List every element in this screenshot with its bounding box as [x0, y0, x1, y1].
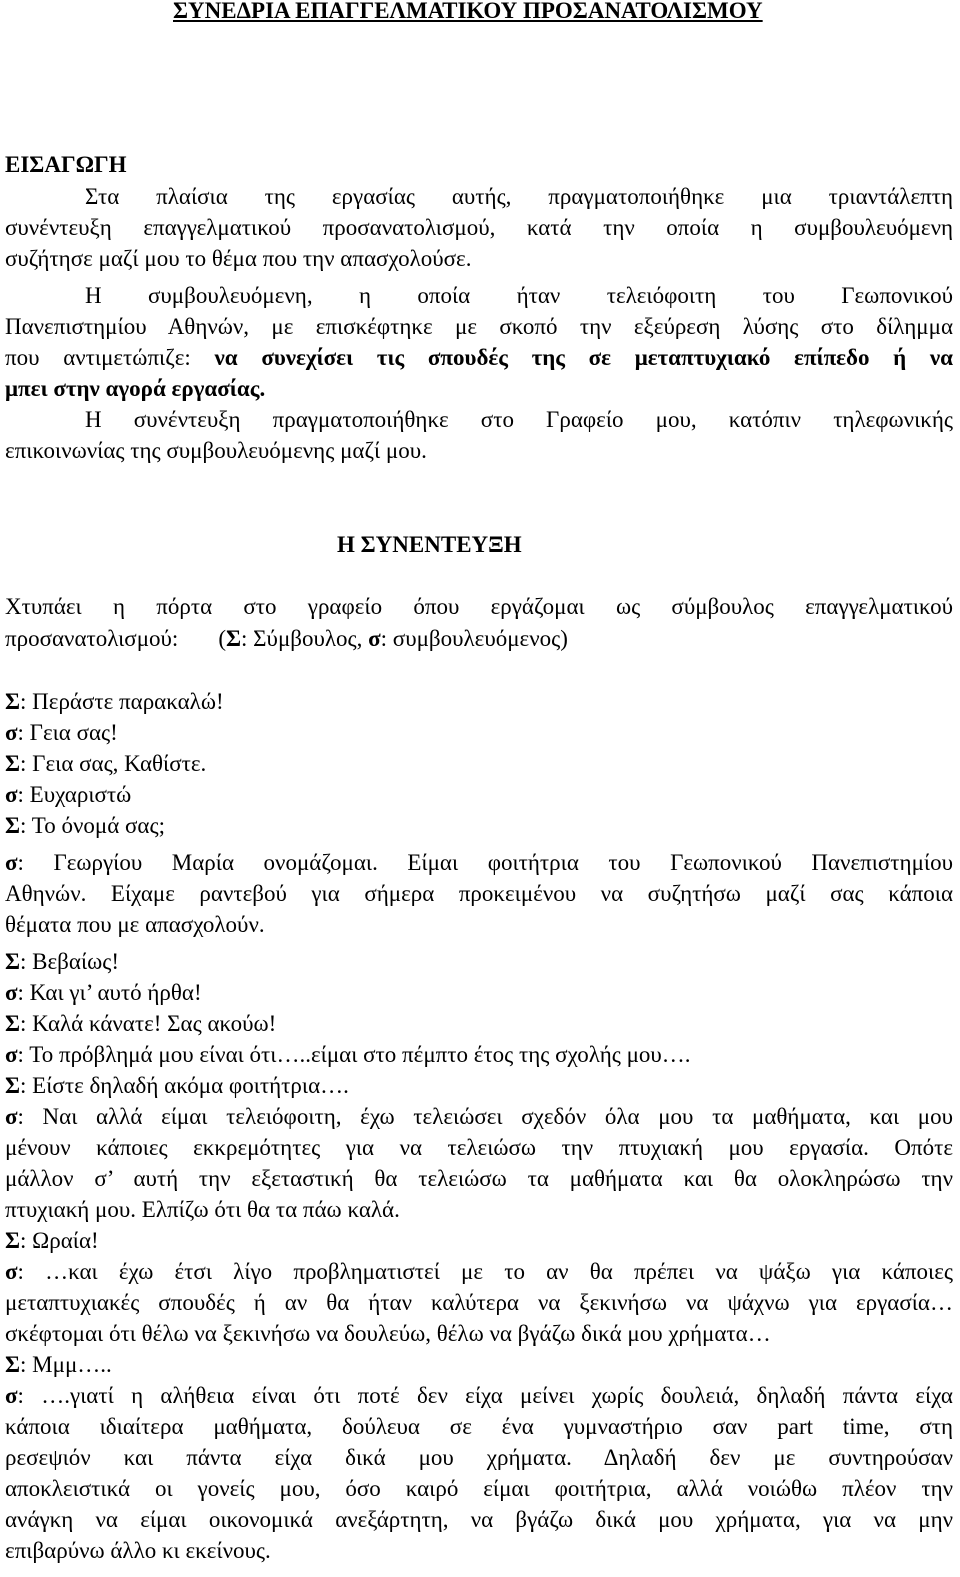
dialogue-text: ρεσεψιόν και πάντα είχα δικά μου χρήματα. Δηλαδή δεν με συντηρούσαν — [5, 1445, 953, 1470]
dialogue-line — [5, 1474, 953, 1504]
speaker-label: σ — [5, 850, 18, 875]
dialogue-text: : Ευχαριστώ — [17, 782, 132, 807]
dialogue-line — [5, 1071, 953, 1101]
dialogue-text: αποκλειστικά οι γονείς μου, όσο καιρό είμαι φοιτήτρια, αλλά νοιώθω πλέον την — [5, 1476, 953, 1501]
dialogue-text: : Μμμ….. — [20, 1352, 112, 1377]
dialogue-line — [5, 910, 953, 940]
legend-counselor-symbol: Σ — [225, 626, 242, 651]
dialogue-text: : Το όνομά σας; — [20, 813, 165, 838]
interview-line-2 — [5, 624, 953, 654]
dialogue-text: ανάγκη να είμαι οικονομικά ανεξάρτητη, να βγάζω δικά μου χρήματα, για να μην — [5, 1507, 953, 1532]
dialogue-text: σκέφτομαι ότι θέλω να ξεκινήσω να δουλεύω, θέλω να βγάζω δικά μου χρήματα… — [5, 1321, 771, 1346]
intro-line-2: συνέντευξη επαγγελματικού προσανατολισμού, κατά την οποία η συμβουλευόμενη — [5, 215, 953, 240]
dialogue-line — [5, 879, 953, 909]
dialogue-line — [5, 1381, 953, 1411]
speaker-label: Σ — [5, 751, 21, 776]
dilemma-text: να συνεχίσει τις σπουδές της σε μεταπτυχιακό επίπεδο ή να — [214, 345, 953, 370]
dialogue-line — [5, 947, 953, 977]
interview-line-2-label: προσανατολισμού: — [5, 626, 179, 651]
dialogue-text: : Ναι αλλά είμαι τελειόφοιτη, έχω τελειώσει σχεδόν όλα μου τα μαθήματα, και μου — [17, 1104, 953, 1129]
speaker-label: σ — [5, 1042, 18, 1067]
speaker-label: σ — [5, 1104, 18, 1129]
intro-heading: ΕΙΣΑΓΩΓΗ — [5, 152, 127, 177]
dialogue-line — [5, 1350, 953, 1380]
dialogue-line — [5, 848, 953, 878]
legend-open: ( — [218, 626, 226, 651]
dialogue-line — [5, 1505, 953, 1535]
speaker-label: Σ — [5, 1228, 21, 1253]
dialogue-line — [5, 1319, 953, 1349]
legend-client-label: : συμβουλευόμενος) — [380, 626, 568, 651]
dialogue-line — [5, 978, 953, 1008]
dialogue-text: Αθηνών. Είχαμε ραντεβού για σήμερα προκειμένου να συζητήσω μαζί σας κάποια — [5, 881, 953, 906]
intro-line-7: μπει στην αγορά εργασίας. — [5, 376, 266, 401]
dialogue-line — [5, 687, 953, 717]
dialogue-text: : ….γιατί η αλήθεια είναι ότι ποτέ δεν είχα μείνει χωρίς δουλειά, δηλαδή πάντα είχα — [17, 1383, 953, 1408]
dialogue-line — [5, 811, 953, 841]
dialogue-text: κάποια ιδιαίτερα μαθήματα, δούλευα σε ένα γυμναστήριο σαν part time, στη — [5, 1414, 953, 1439]
speaker-label: σ — [5, 720, 18, 745]
interview-line-1: Χτυπάει η πόρτα στο γραφείο όπου εργάζομαι ως σύμβουλος επαγγελματικού — [5, 594, 953, 619]
dialogue-text: μάλλον σ’ αυτή την εξεταστική θα τελειώσω τα μαθήματα και θα ολοκληρώσω την — [5, 1166, 953, 1191]
dialogue-line — [5, 1257, 953, 1287]
legend-client-symbol: σ — [368, 626, 381, 651]
dialogue-text: : Βεβαίως! — [20, 949, 120, 974]
dialogue-text: : Γεια σας! — [17, 720, 118, 745]
dialogue-line — [5, 1133, 953, 1163]
speaker-label: σ — [5, 1259, 18, 1284]
intro-line-3: συζήτησε μαζί μου το θέμα που την απασχολούσε. — [5, 246, 472, 271]
dialogue-text: : Γεια σας, Καθίστε. — [20, 751, 207, 776]
speaker-label: Σ — [5, 689, 21, 714]
intro-line-6-text: που αντιμετώπιζε: — [5, 345, 215, 370]
dialogue-line — [5, 780, 953, 810]
dialogue-line — [5, 1195, 953, 1225]
dialogue-line — [5, 1040, 953, 1070]
dialogue-line — [5, 1164, 953, 1194]
dialogue-text: : Το πρόβλημά μου είναι ότι…..είμαι στο πέμπτο έτος της σχολής μου…. — [17, 1042, 691, 1067]
speaker-label: Σ — [5, 949, 21, 974]
dialogue-line — [5, 1226, 953, 1256]
intro-line-8: Η συνέντευξη πραγματοποιήθηκε στο Γραφείο μου, κατόπιν τηλεφωνικής — [85, 407, 953, 432]
dialogue-line — [5, 1412, 953, 1442]
dialogue-text: μένουν κάποιες εκκρεμότητες για να τελειώσω την πτυχιακή μου εργασία. Οπότε — [5, 1135, 953, 1160]
speaker-label: Σ — [5, 813, 21, 838]
speaker-label: σ — [5, 980, 18, 1005]
speaker-label: σ — [5, 782, 18, 807]
dialogue-text: : Ωραία! — [20, 1228, 99, 1253]
speaker-label: Σ — [5, 1073, 21, 1098]
intro-line-5: Πανεπιστημίου Αθηνών, με επισκέφτηκε με σκοπό την εξεύρεση λύσης στο δίλημμα — [5, 314, 953, 339]
document-title: ΣΥΝΕΔΡΙΑ ΕΠΑΓΓΕΛΜΑΤΙΚΟΥ ΠΡΟΣΑΝΑΤΟΛΙΣΜΟΥ — [173, 0, 763, 23]
dialogue-text: : Περάστε παρακαλώ! — [20, 689, 224, 714]
dialogue-line — [5, 718, 953, 748]
dialogue-text: : …και έχω έτσι λίγο προβληματιστεί με το αν θα πρέπει να ψάξω για κάποιες — [17, 1259, 953, 1284]
dialogue-text: : Και γι’ αυτό ήρθα! — [17, 980, 202, 1005]
intro-line-6 — [5, 343, 953, 373]
legend-counselor-label: : Σύμβουλος, — [241, 626, 369, 651]
dialogue-line — [5, 1536, 953, 1566]
speaker-label: Σ — [5, 1011, 21, 1036]
dialogue-text: επιβαρύνω άλλο κι εκείνους. — [5, 1538, 271, 1563]
dialogue-text: : Είστε δηλαδή ακόμα φοιτήτρια…. — [20, 1073, 349, 1098]
dialogue-text: : Γεωργίου Μαρία ονομάζομαι. Είμαι φοιτήτρια του Γεωπονικού Πανεπιστημίου — [17, 850, 953, 875]
dialogue-line — [5, 1009, 953, 1039]
intro-line-9: επικοινωνίας της συμβουλευόμενης μαζί μου. — [5, 438, 427, 463]
speaker-label: Σ — [5, 1352, 21, 1377]
dialogue-line — [5, 1288, 953, 1318]
intro-line-4: Η συμβουλευόμενη, η οποία ήταν τελειόφοιτη του Γεωπονικού — [85, 283, 953, 308]
dialogue-text: μεταπτυχιακές σπουδές ή αν θα ήταν καλύτερα να ξεκινήσω να ψάχνω για εργασία… — [5, 1290, 953, 1315]
intro-line-1: Στα πλαίσια της εργασίας αυτής, πραγματοποιήθηκε μια τριαντάλεπτη — [85, 184, 953, 209]
dialogue-text: : Καλά κάνατε! Σας ακούω! — [20, 1011, 277, 1036]
dialogue-line — [5, 1102, 953, 1132]
dialogue-line — [5, 749, 953, 779]
dialogue-text: πτυχιακή μου. Ελπίζω ότι θα τα πάω καλά. — [5, 1197, 400, 1222]
dialogue-line — [5, 1443, 953, 1473]
speaker-label: σ — [5, 1383, 18, 1408]
dialogue-text: θέματα που με απασχολούν. — [5, 912, 265, 937]
interview-heading: Η ΣΥΝΕΝΤΕΥΞΗ — [337, 532, 522, 557]
